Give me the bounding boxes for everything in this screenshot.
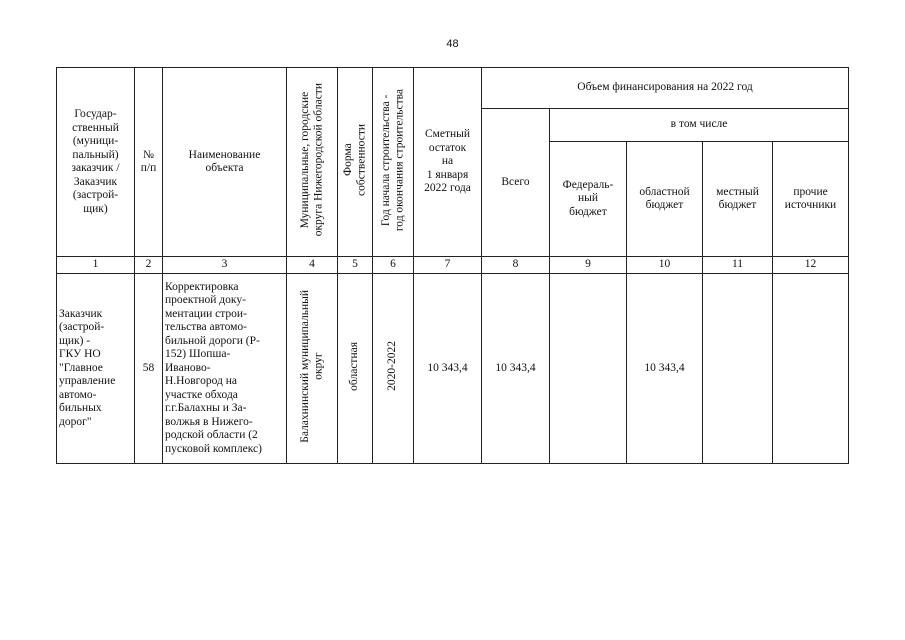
column-number: 12 [773,257,849,274]
row-num: 58 [135,274,163,464]
header-years: Год начала строительства - год окончания строительства [379,88,405,231]
row-name: Корректировка проектной доку- ментации строи- тельства автомо- бильной дороги (Р- 152) Шопша- Иваново- Н.Новгород на участке обхода г.г.Балахны и За- волжья в Нижего- родской области (2 пусковой комплекс) [163,274,287,464]
header-ownership-cell [338,68,373,257]
header-ownership: Форма собственности [341,123,367,196]
header-federal: Федераль- ный бюджет [550,142,627,257]
row-total: 10 343,4 [482,274,550,464]
header-other: прочие источники [773,142,849,257]
column-number: 5 [338,257,373,274]
column-number: 7 [414,257,482,274]
row-ownership: областная [348,341,361,391]
row-municipal-cell [287,274,338,464]
column-number: 2 [135,257,163,274]
header-estimate: Сметный остаток на 1 января 2022 года [414,68,482,257]
row-regional: 10 343,4 [627,274,703,464]
column-number: 6 [373,257,414,274]
row-customer: Заказчик (застрой- щик) - ГКУ НО "Главное управление автомо- бильных дорог" [57,274,135,464]
column-number: 8 [482,257,550,274]
table-row [57,274,849,464]
page-number: 48 [446,38,459,50]
header-total: Всего [482,109,550,257]
row-estimate: 10 343,4 [414,274,482,464]
row-other [773,274,849,464]
column-number: 4 [287,257,338,274]
row-local [703,274,773,464]
row-federal [550,274,627,464]
header-local: местный бюджет [703,142,773,257]
header-regional: областной бюджет [627,142,703,257]
header-municipal: Муниципальные, городские округа Нижегородской области [298,83,324,237]
header-funding: Объем финансирования на 2022 год [482,68,849,109]
column-number: 1 [57,257,135,274]
header-including: в том числе [550,109,849,142]
row-municipal: Балахнинский муниципальный округ [298,289,324,443]
header-customer: Государ- ственный (муници- пальный) заказчик / Заказчик (застрой- щик) [57,68,135,257]
header-num: № п/п [135,68,163,257]
row-years-cell [373,274,414,464]
column-number: 9 [550,257,627,274]
header-municipal-cell [287,68,338,257]
row-ownership-cell [338,274,373,464]
row-years: 2020-2022 [386,341,399,392]
header-years-cell [373,68,414,257]
financing-table [56,67,849,464]
header-name: Наименование объекта [163,68,287,257]
column-number: 11 [703,257,773,274]
column-number: 3 [163,257,287,274]
column-number: 10 [627,257,703,274]
